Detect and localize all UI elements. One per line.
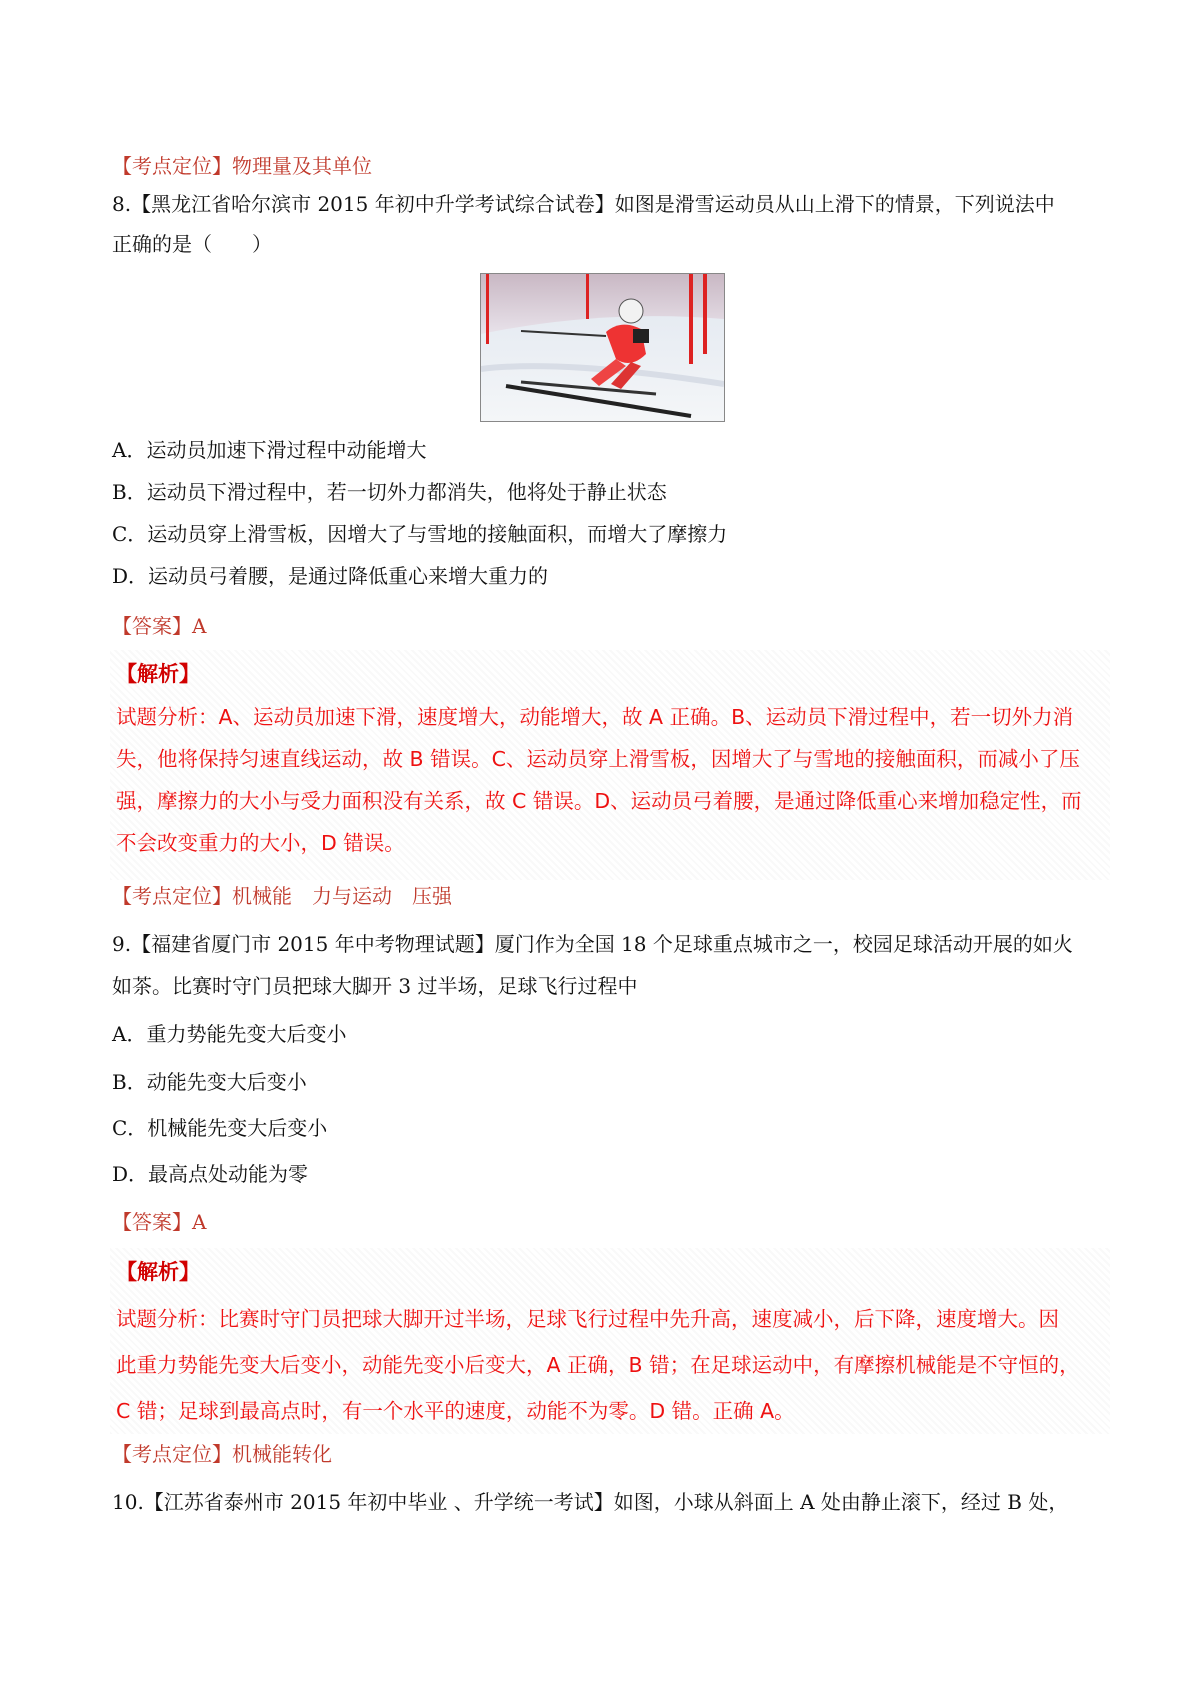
q9-option-d: D．最高点处动能为零: [112, 1162, 309, 1186]
q8-option-a: A．运动员加速下滑过程中动能增大: [112, 438, 427, 462]
q9-analysis-line3: C 错；足球到最高点时，有一个水平的速度，动能不为零。D 错。正确 A。: [116, 1399, 795, 1423]
q7-kaodian: 【考点定位】物理量及其单位: [112, 154, 372, 178]
q8-analysis-block: [110, 650, 1110, 880]
q10-stem-line1: 10.【江苏省泰州市 2015 年初中毕业 、升学统一考试】如图，小球从斜面上 A 处由静止滚下，经过 B 处，: [112, 1490, 1069, 1514]
q8-answer: 【答案】A: [112, 614, 207, 638]
q8-stem-line1: 8.【黑龙江省哈尔滨市 2015 年初中升学考试综合试卷】如图是滑雪运动员从山上滑下的情景，下列说法中: [112, 192, 1055, 216]
q9-analysis-line1: 试题分析：比赛时守门员把球大脚开过半场，足球飞行过程中先升高，速度减小，后下降，速度增大。因: [116, 1307, 1059, 1331]
q8-stem-line2: 正确的是（ ）: [112, 232, 272, 256]
q8-option-c: C．运动员穿上滑雪板，因增大了与雪地的接触面积，而增大了摩擦力: [112, 522, 728, 546]
skier-photo: [480, 273, 725, 422]
q9-analysis-head: 【解析】: [116, 1260, 200, 1284]
q8-analysis-line2: 失，他将保持匀速直线运动，故 B 错误。C、运动员穿上滑雪板，因增大了与雪地的接触面积，而减小了压: [116, 747, 1080, 771]
q9-option-b: B．动能先变大后变小: [112, 1070, 307, 1094]
q9-option-c: C．机械能先变大后变小: [112, 1116, 328, 1140]
q8-option-d: D．运动员弓着腰，是通过降低重心来增大重力的: [112, 564, 549, 588]
q9-stem-line1: 9.【福建省厦门市 2015 年中考物理试题】厦门作为全国 18 个足球重点城市之一，校园足球活动开展的如火: [112, 932, 1073, 956]
q9-answer: 【答案】A: [112, 1210, 207, 1234]
q8-analysis-line3: 强，摩擦力的大小与受力面积没有关系，故 C 错误。D、运动员弓着腰，是通过降低重心来增加稳定性，而: [116, 789, 1082, 813]
q8-analysis-line4: 不会改变重力的大小，D 错误。: [116, 831, 405, 855]
q9-stem-line2: 如茶。比赛时守门员把球大脚开 3 过半场，足球飞行过程中: [112, 974, 638, 998]
q8-analysis-head: 【解析】: [116, 662, 200, 686]
q8-analysis-line1: 试题分析：A、运动员加速下滑，速度增大，动能增大，故 A 正确。B、运动员下滑过程中，若一切外力消: [116, 705, 1074, 729]
q8-kaodian: 【考点定位】机械能 力与运动 压强: [112, 884, 452, 908]
skier-icon: [481, 274, 724, 421]
q8-option-b: B．运动员下滑过程中，若一切外力都消失，他将处于静止状态: [112, 480, 667, 504]
q9-analysis-line2: 此重力势能先变大后变小，动能先变小后变大，A 正确，B 错；在足球运动中，有摩擦机械能是不守恒的，: [116, 1353, 1080, 1377]
q9-kaodian: 【考点定位】机械能转化: [112, 1442, 332, 1466]
q9-option-a: A．重力势能先变大后变小: [112, 1022, 347, 1046]
q9-analysis-block: [110, 1248, 1110, 1434]
